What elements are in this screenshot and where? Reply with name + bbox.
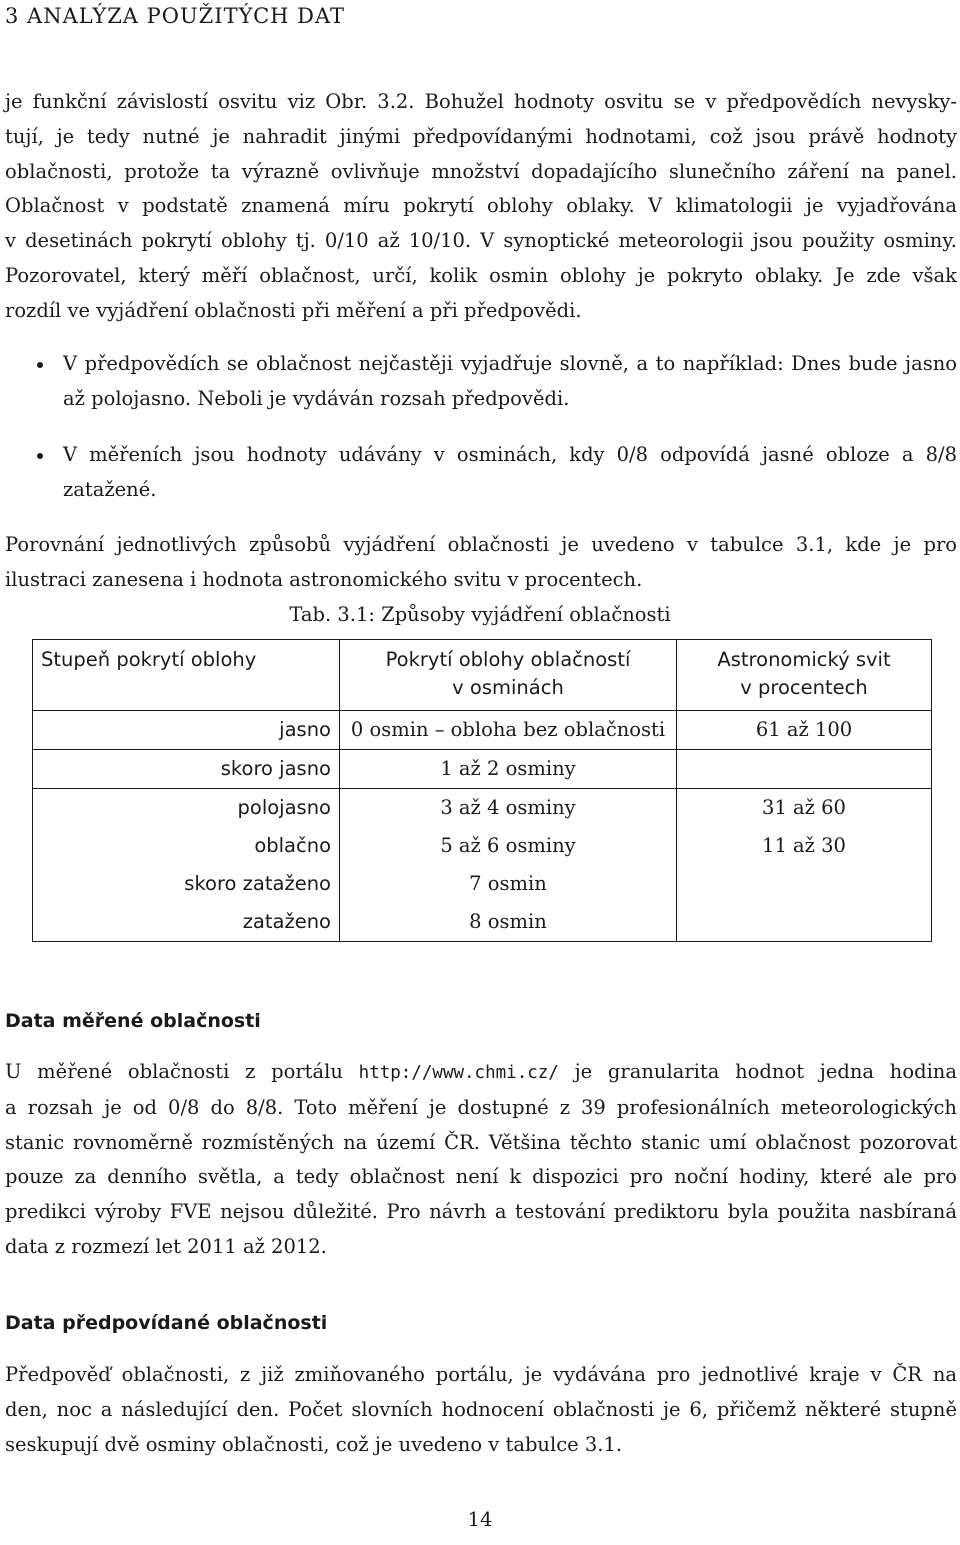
text-line (5, 1055, 957, 1091)
table-caption: Tab. 3.1: Způsoby vyjádření oblačnosti (289, 603, 671, 626)
bullet-dot-icon (37, 362, 43, 368)
text-line: Oblačnost v podstatě znamená míru pokrytí oblohy oblaky. V klimatologii je vyjadřována (5, 194, 957, 218)
cell-percent: 31 až 60 (677, 789, 932, 828)
text-line: rozdíl ve vyjádření oblačnosti při měření a při předpovědi. (5, 298, 582, 322)
cell-eighths: 1 až 2 osminy (340, 750, 677, 789)
table-row (33, 903, 932, 942)
forecast-paragraph (5, 1358, 957, 1462)
cell-degree: skoro zataženo (33, 865, 340, 903)
text-line: data z rozmezí let 2011 až 2012. (5, 1234, 327, 1258)
text-line: je funkční závislostí osvitu viz Obr. 3.2. Bohužel hodnoty osvitu se v předpovědích nevysky- (5, 90, 957, 113)
cell-percent (677, 865, 932, 903)
section-title-measured: Data měřené oblačnosti (5, 1010, 261, 1032)
cell-degree: jasno (33, 711, 340, 750)
bullet-text (63, 347, 957, 417)
table-row (33, 827, 932, 865)
cell-degree: oblačno (33, 827, 340, 865)
cell-eighths: 0 osmin – obloha bez oblačnosti (340, 711, 677, 750)
text-line: predikci výroby FVE nejsou důležité. Pro návrh a testování prediktoru byla použita nasbíraná (5, 1200, 957, 1224)
text-line: den, noc a následující den. Počet slovních hodnocení oblačnosti je 6, přičemž některé stupně (5, 1397, 957, 1421)
cloudiness-table (32, 639, 932, 942)
cell-degree: zataženo (33, 903, 340, 942)
comparison-paragraph (5, 528, 957, 598)
text-line: a rozsah je od 0/8 do 8/8. Toto měření je dostupné z 39 profesionálních meteorologických (5, 1095, 957, 1119)
text-line: tují, je tedy nutné je nahradit jinými předpovídanými hodnotami, což jsou právě hodnoty (5, 124, 957, 148)
text-fragment: U měřené oblačnosti z portálu (5, 1060, 359, 1083)
portal-url-link[interactable]: http://www.chmi.cz/ (358, 1063, 559, 1083)
bullet-dot-icon (37, 453, 43, 459)
section-title-forecast: Data předpovídané oblačnosti (5, 1312, 328, 1334)
table-row (33, 789, 932, 828)
cell-percent: 61 až 100 (677, 711, 932, 750)
measured-paragraph (5, 1055, 957, 1265)
cell-eighths: 5 až 6 osminy (340, 827, 677, 865)
bullet-text (63, 438, 957, 508)
table-header-row (33, 640, 932, 711)
text-fragment: je granularita hodnot jedna hodina (558, 1060, 957, 1083)
text-line: Pozorovatel, který měří oblačnost, určí, kolik osmin oblohy je pokryto oblaky. Je zde však (5, 263, 957, 287)
text-line: seskupují dvě osminy oblačnosti, což je uvedeno v tabulce 3.1. (5, 1432, 623, 1456)
header-degree: Stupeň pokrytí oblohy (33, 640, 340, 711)
table-row (33, 711, 932, 750)
header-eighths: Pokrytí oblohy oblačností v osminách (340, 640, 677, 711)
text-line: oblačnosti, protože ta výrazně ovlivňuje množství dopadajícího slunečního záření na panel. (5, 159, 957, 183)
cell-degree: skoro jasno (33, 750, 340, 789)
text-line: stanic rovnoměrně rozmístěných na území ČR. Většina těchto stanic umí oblačnost pozorovat (5, 1130, 957, 1154)
chapter-header: 3 ANALÝZA POUŽITÝCH DAT (5, 4, 345, 28)
text-line: Předpověď oblačnosti, z již zmiňovaného portálu, je vydávána pro jednotlivé kraje v ČR na (5, 1363, 957, 1386)
text-line: V měřeních jsou hodnoty udávány v osminách, kdy 0/8 odpovídá jasné obloze a 8/8 (63, 443, 957, 466)
cell-eighths: 8 osmin (340, 903, 677, 942)
text-line: zatažené. (63, 477, 157, 501)
cell-percent: 11 až 30 (677, 827, 932, 865)
table-row (33, 750, 932, 789)
cell-percent (677, 903, 932, 942)
cell-eighths: 7 osmin (340, 865, 677, 903)
text-line: ilustraci zanesena i hodnota astronomického svitu v procentech. (5, 567, 643, 591)
bullet-item (5, 347, 957, 417)
text-line: V předpovědích se oblačnost nejčastěji vyjadřuje slovně, a to například: Dnes bude jasno (63, 352, 957, 375)
cell-eighths: 3 až 4 osminy (340, 789, 677, 828)
table-row (33, 865, 932, 903)
intro-paragraph (5, 85, 957, 329)
cell-percent (677, 750, 932, 789)
cell-degree: polojasno (33, 789, 340, 828)
header-percent: Astronomický svit v procentech (677, 640, 932, 711)
text-line: v desetinách pokrytí oblohy tj. 0/10 až 10/10. V synoptické meteorologii jsou použity osminy. (5, 229, 957, 253)
page-number: 14 (467, 1508, 493, 1531)
text-line: až polojasno. Neboli je vydáván rozsah předpovědi. (63, 386, 570, 410)
text-line: pouze za denního světla, a tedy oblačnost není k dispozici pro noční hodiny, které ale pro (5, 1165, 957, 1189)
bullet-item (5, 438, 957, 508)
text-line: Porovnání jednotlivých způsobů vyjádření oblačnosti je uvedeno v tabulce 3.1, kde je pro (5, 533, 957, 556)
